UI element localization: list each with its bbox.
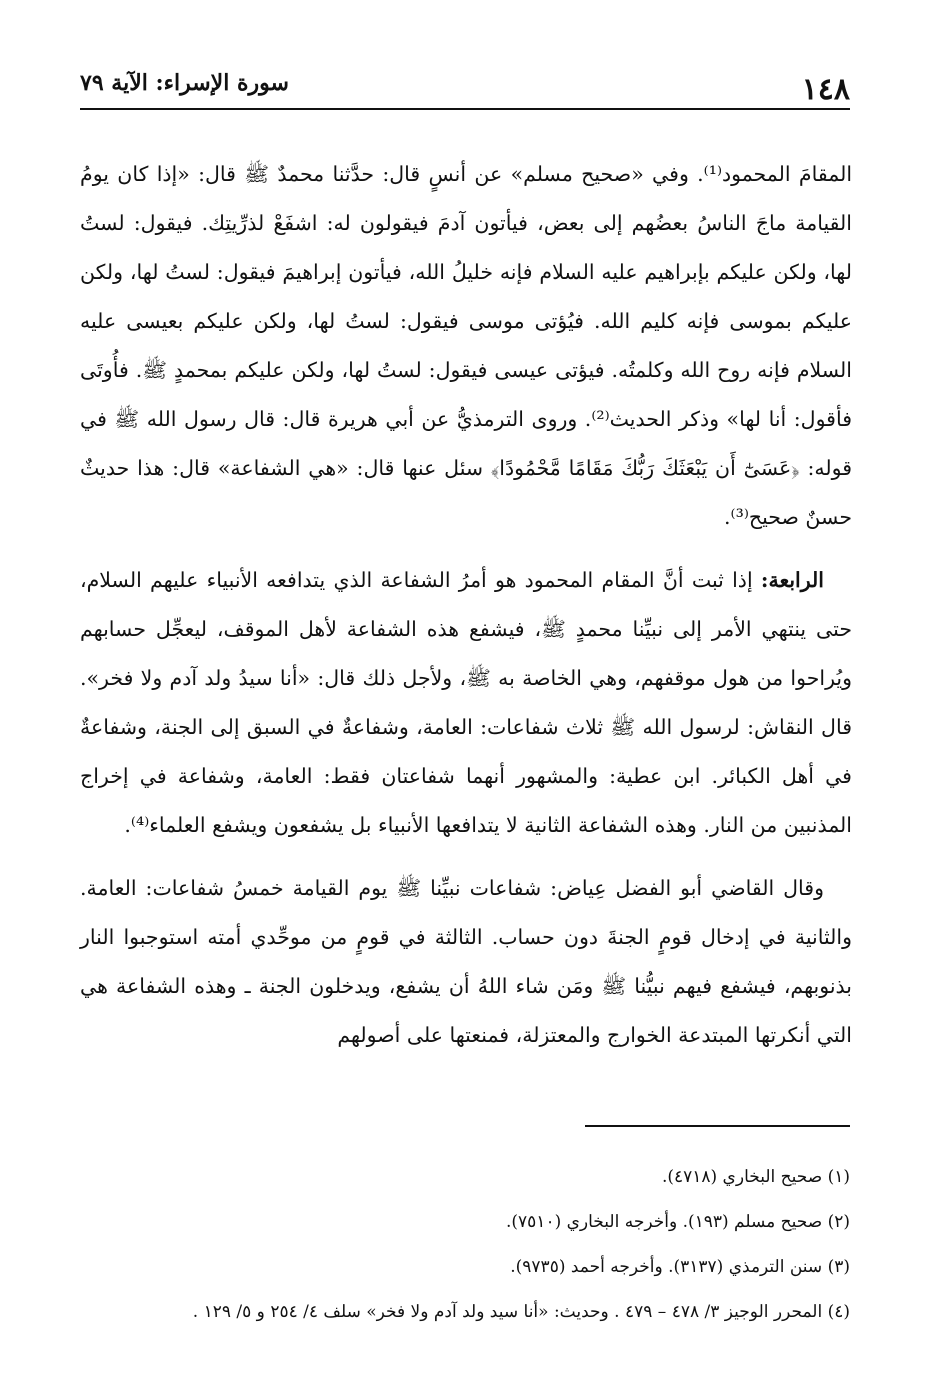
footnote: (٤) المحرر الوجيز ٣/ ٤٧٨ – ٤٧٩ . وحديث: «أنا سيد ولد آدم ولا فخر» سلف ٤/ ٢٥٤ و ٥/ ١٢٩ .	[192, 1302, 850, 1322]
footnote-divider	[585, 1125, 850, 1127]
footnote: (١) صحيح البخاري (٤٧١٨).	[661, 1167, 850, 1187]
footnotes	[80, 1155, 850, 1335]
paragraph	[80, 556, 852, 850]
paragraph-text: إذا ثبت أنَّ المقام المحمود هو أمرُ الشفاعة الذي يتدافعه الأنبياء عليهم السلام، حتى ينتهي الأمر إلى نبيِّنا محمدٍ ﷺ، فيشفع هذه الشفاعة لأهل الموقف، ليعجِّل حسابهم ويُراحوا من هول موقفهم، وهي الخاصة به ﷺ، ولأجل ذلك قال: «أنا سيدُ ولد آدم ولا فخر». قال النقاش: لرسول الله ﷺ ثلاث شفاعات: العامة، وشفاعةٌ في السبق إلى الجنة، وشفاعةٌ في أهل الكبائر. ابن عطية: والمشهور أنهما شفاعتان فقط: العامة، وشفاعة في إخراج المذنبين من النار. وهذه الشفاعة الثانية لا يتدافعها الأنبياء بل يشفعون ويشفع العلماء⁽⁴⁾.	[80, 568, 852, 837]
footnote: (٢) صحيح مسلم (١٩٣). وأخرجه البخاري (٧٥١٠).	[506, 1212, 850, 1232]
main-text	[80, 150, 852, 1060]
page-number: ١٤٨	[801, 72, 850, 107]
paragraph: وقال القاضي أبو الفضل عِياض: شفاعات نبيِّنا ﷺ يوم القيامة خمسُ شفاعات: العامة. والثانية في إدخال قومٍ الجنةَ دون حساب. الثالثة في قومٍ من موحِّدي أمته استوجبوا النار بذنوبهم، فيشفع فيهم نبيُّنا ﷺ ومَن شاء اللهُ أن يشفع، ويدخلون الجنة ـ وهذه الشفاعة هي التي أنكرتها المبتدعة الخوارج والمعتزلة، فمنعتها على أصولهم	[80, 876, 852, 1047]
page-header	[80, 62, 850, 110]
footnote: (٣) سنن الترمذي (٣١٣٧). وأخرجه أحمد (٩٧٣٥).	[510, 1257, 850, 1277]
paragraph: المقامَ المحمود⁽¹⁾. وفي «صحيح مسلم» عن أنسٍ قال: حدَّثنا محمدٌ ﷺ قال: «إذا كان يومُ القيامة ماجَ الناسُ بعضُهم إلى بعض، فيأتون آدمَ فيقولون له: اشفَعْ لذرِّيتِك. فيقول: لستُ لها، ولكن عليكم بإبراهيم عليه السلام فإنه خليلُ الله، فيأتون إبراهيمَ فيقول: لستُ لها، ولكن عليكم بموسى فإنه كليم الله. فيُؤتى موسى فيقول: لستُ لها، ولكن عليكم بعيسى عليه السلام فإنه روح الله وكلمتُه. فيؤتى عيسى فيقول: لستُ لها، ولكن عليكم بمحمدٍ ﷺ. فأُوتَى فأقول: أنا لها» وذكر الحديث⁽²⁾. وروى الترمذيُّ عن أبي هريرة قال: قال رسول الله ﷺ في قوله: ﴿عَسَىٰٓ أَن يَبْعَثَكَ رَبُّكَ مَقَامًا مَّحْمُودًا﴾ سئل عنها قال: «هي الشفاعة» قال: هذا حديثٌ حسنٌ صحيح⁽³⁾.	[80, 162, 853, 529]
running-title: سورة الإسراء: الآية ٧٩	[80, 70, 289, 96]
paragraph-lead: الرابعة:	[760, 568, 824, 592]
